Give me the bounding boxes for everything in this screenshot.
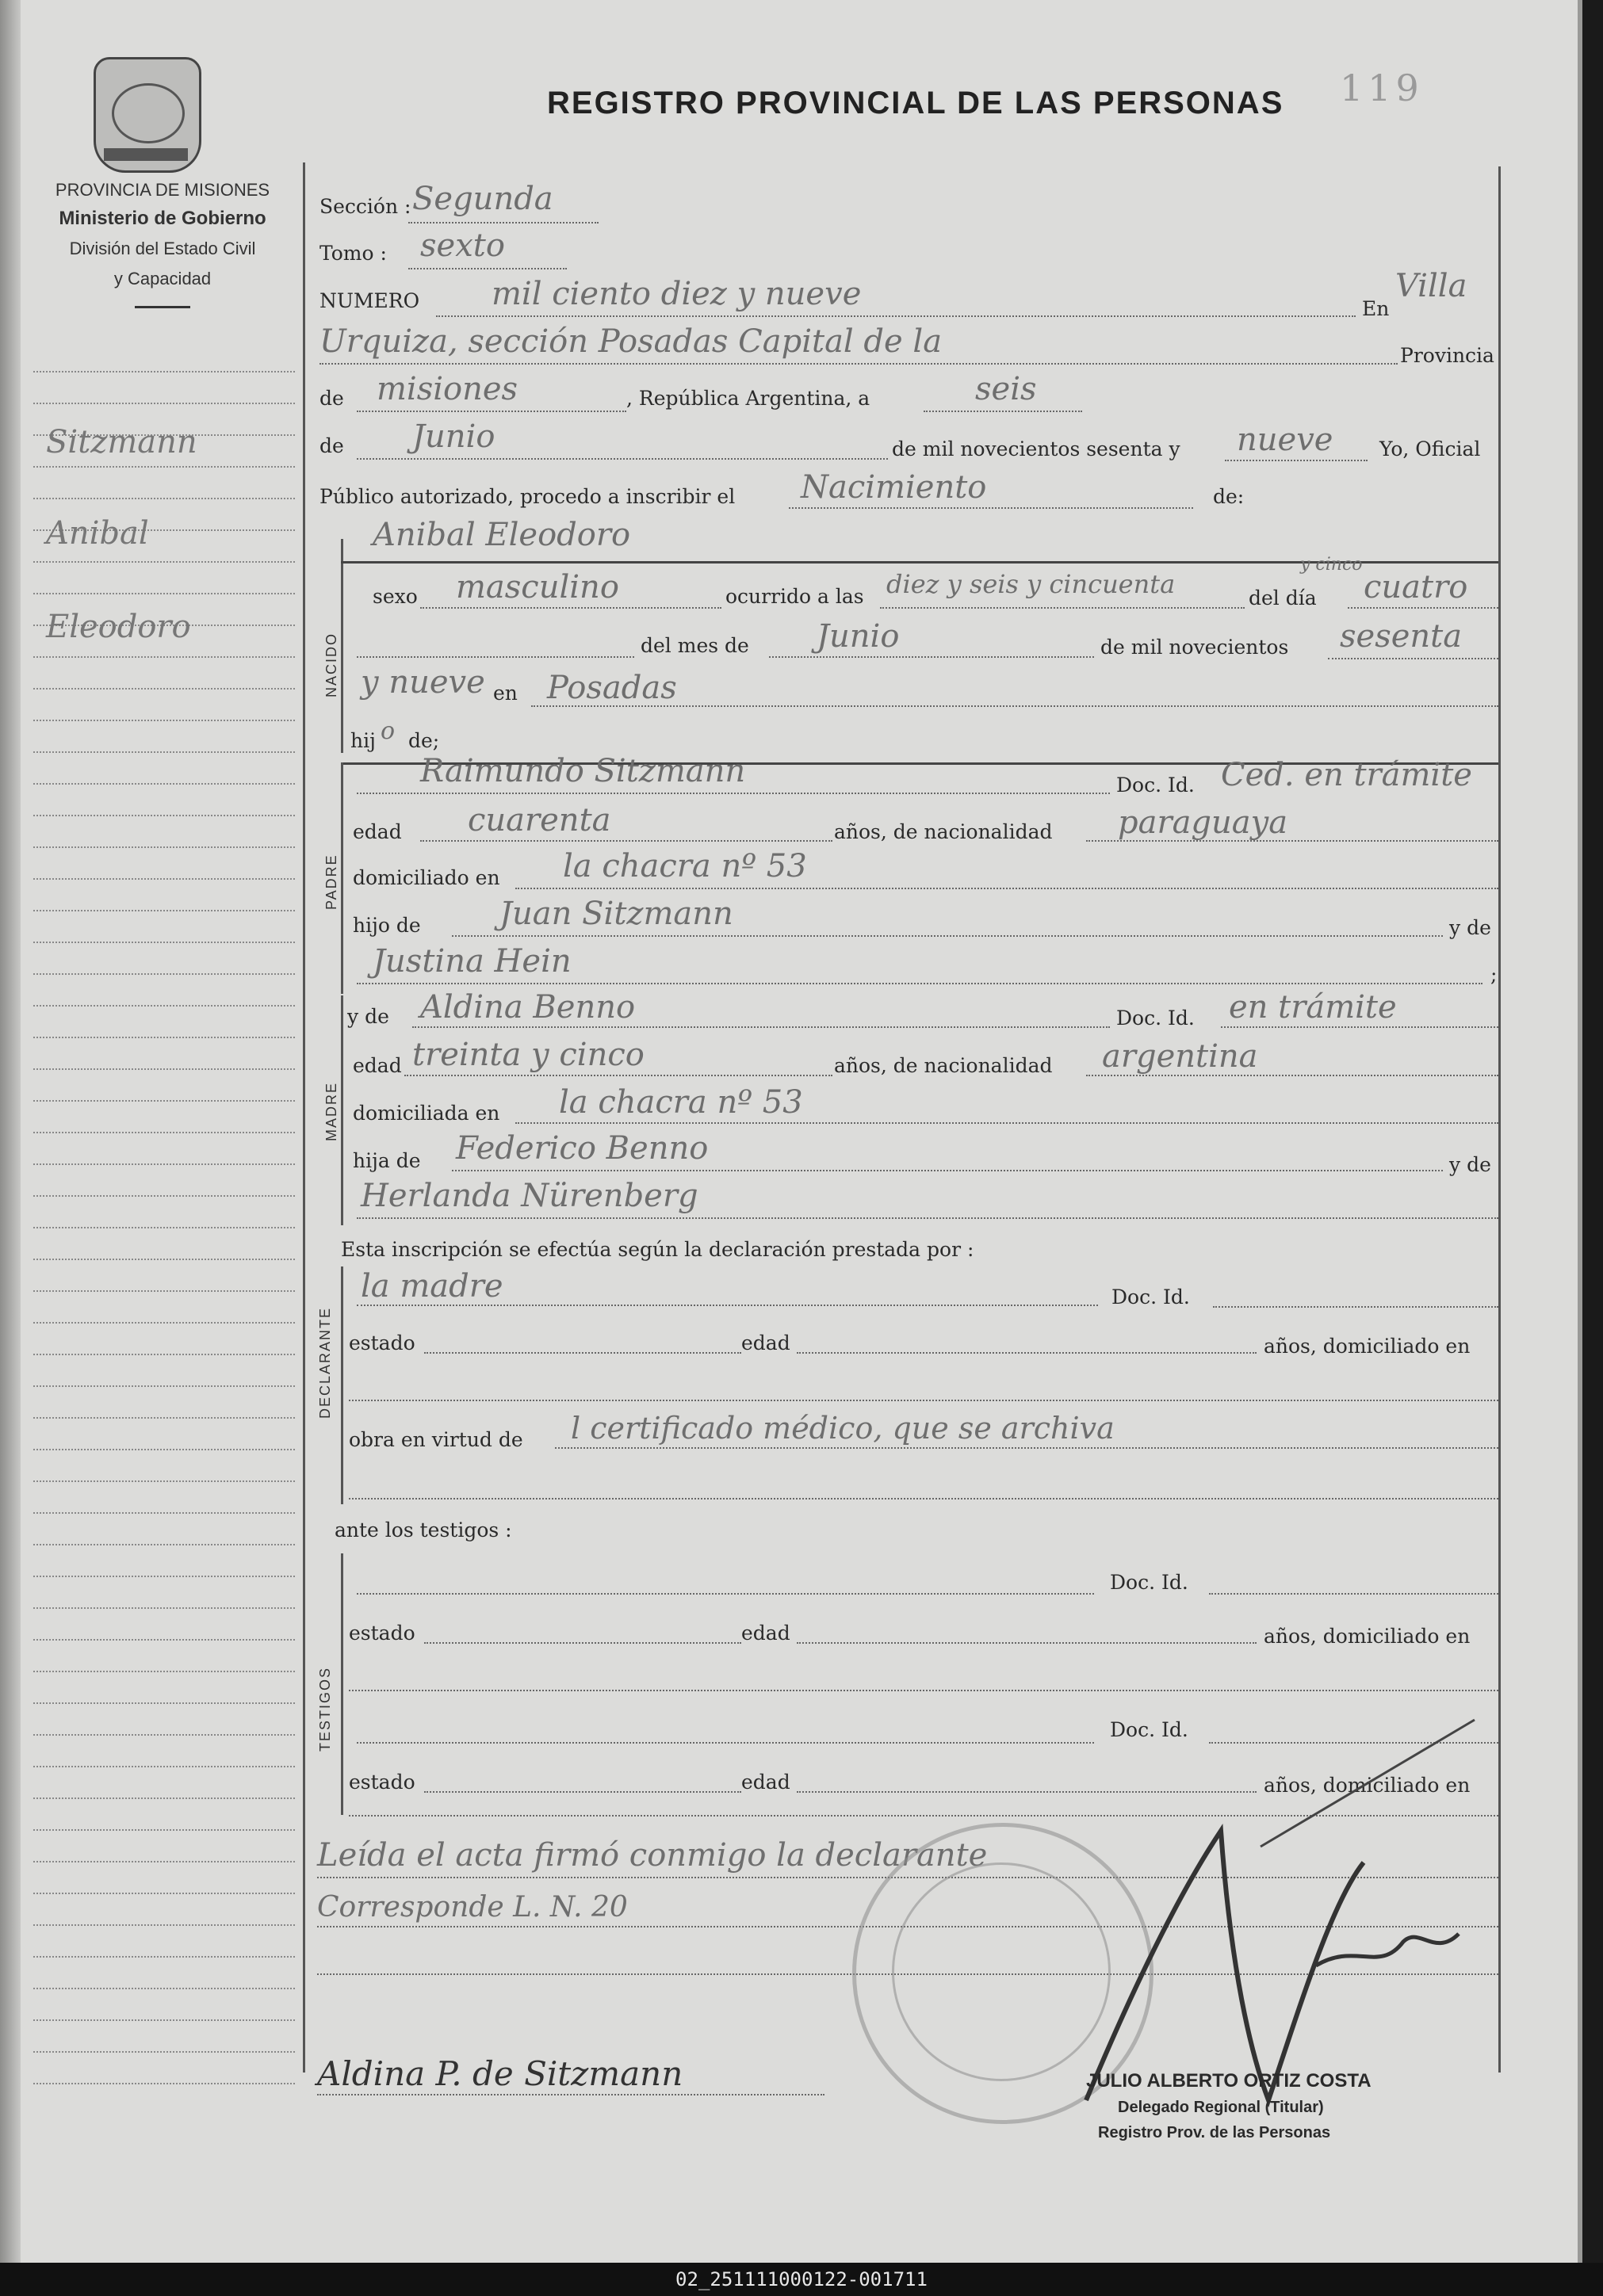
padre-nac-label: años, de nacionalidad <box>834 820 1053 843</box>
declarante-estado-label: estado <box>349 1331 415 1354</box>
official-role: Delegado Regional (Titular) <box>1118 2099 1324 2116</box>
margin-ruled-line <box>33 1704 295 1736</box>
declarante-edad-label: edad <box>741 1331 790 1354</box>
hora-extra: y cinco <box>1300 555 1363 575</box>
testigo1-dom-label: años, domiciliado en <box>1264 1625 1471 1648</box>
closing-line1: Leída el acta firmó conmigo la declarante <box>317 1837 988 1874</box>
numero-label: NUMERO <box>319 289 420 312</box>
margin-ruled-line <box>33 1070 295 1102</box>
org-province: PROVINCIA DE MISIONES <box>55 180 270 200</box>
margin-ruled-line <box>33 1736 295 1767</box>
hij-value: o <box>381 717 396 745</box>
padre-hijo-value: Juan Sitzmann <box>499 896 733 932</box>
testigo1-doc-label: Doc. Id. <box>1110 1571 1188 1594</box>
sexo-value: masculino <box>456 569 619 606</box>
padre-side-label: PADRE <box>323 854 339 910</box>
margin-ruled-line <box>33 1133 295 1165</box>
dia-value: cuatro <box>1364 569 1468 606</box>
margin-ruled-line <box>33 1482 295 1514</box>
official-name: JULIO ALBERTO ORTIZ COSTA <box>1086 2070 1372 2092</box>
madre-yde-label: y de <box>347 1005 389 1028</box>
nacido-side-label: NACIDO <box>323 632 339 697</box>
margin-ruled-line <box>33 1894 295 1926</box>
margin-ruled-line <box>33 1609 295 1641</box>
margin-ruled-line <box>33 1577 295 1609</box>
image-label: 02_251111000122-001711 <box>675 2268 928 2290</box>
margin-ruled-line <box>33 911 295 943</box>
madre-dom-value: la chacra nº 53 <box>559 1084 803 1121</box>
madre-yde2-label: y de <box>1449 1153 1491 1176</box>
margin-ruled-line <box>33 1799 295 1831</box>
padre-madre: Justina Hein <box>373 943 572 980</box>
padre-edad-label: edad <box>353 820 402 843</box>
margin-ruled-line <box>33 563 295 594</box>
provincial-seal-icon <box>94 57 201 173</box>
org-ministry: Ministerio de Gobierno <box>59 208 266 229</box>
padre-doc-value: Ced. en trámite <box>1221 757 1472 793</box>
anio-label: de mil novecientos sesenta y <box>892 437 1180 460</box>
margin-ruled-line <box>33 816 295 848</box>
madre-madre: Herlanda Nürenberg <box>361 1178 698 1214</box>
nacido-anio-value2: y nueve <box>361 664 485 701</box>
margin-ruled-line <box>33 880 295 911</box>
de3-label: de: <box>1213 485 1245 508</box>
nacido-anio-label: de mil novecientos <box>1100 636 1289 659</box>
left-border-rule <box>303 162 305 2073</box>
provincia-value: misiones <box>377 371 518 407</box>
en-value: Villa <box>1395 268 1467 304</box>
margin-ruled-line <box>33 1958 295 1989</box>
publico-label: Público autorizado, procedo a inscribir el <box>319 485 736 508</box>
de-label: de <box>319 387 344 410</box>
padre-doc-label: Doc. Id. <box>1116 774 1195 797</box>
en-label: En <box>1362 297 1390 320</box>
closing-line2: Corresponde L. N. 20 <box>317 1891 628 1924</box>
testigo2-edad-label: edad <box>741 1771 790 1794</box>
nacido-nombre: Anibal Eleodoro <box>373 517 631 553</box>
page-binding <box>0 0 21 2263</box>
margin-ruled-line <box>33 1165 295 1197</box>
dia-label: del día <box>1249 586 1317 609</box>
declarante-obra-value: l certificado médico, que se archiva <box>571 1411 1115 1446</box>
margin-ruled-line <box>33 1007 295 1038</box>
testigo2-estado-label: estado <box>349 1771 415 1794</box>
margin-ruled-line <box>33 1292 295 1324</box>
hij-label: hij <box>350 729 376 752</box>
margin-name-second: Eleodoro <box>46 609 191 645</box>
margin-ruled-line <box>33 1545 295 1577</box>
margin-column <box>33 341 295 2084</box>
seccion-value: Segunda <box>412 181 553 217</box>
declarante-intro: Esta inscripción se efectúa según la declaración prestada por : <box>341 1238 974 1261</box>
lugar-value: Posadas <box>547 670 677 706</box>
testigos-side-label: TESTIGOS <box>317 1666 333 1752</box>
madre-nombre: Aldina Benno <box>420 989 636 1026</box>
margin-ruled-line <box>33 2053 295 2084</box>
margin-ruled-line <box>33 1102 295 1133</box>
acto-value: Nacimiento <box>801 469 987 506</box>
margin-surname: Sitzmann <box>46 424 197 460</box>
madre-doc-label: Doc. Id. <box>1116 1007 1195 1030</box>
declarante-signature: Aldina P. de Sitzmann <box>317 2054 683 2093</box>
tomo-label: Tomo : <box>319 242 387 265</box>
margin-ruled-line <box>33 2021 295 2053</box>
testigo1-estado-label: estado <box>349 1622 415 1645</box>
padre-semicolon: ; <box>1490 963 1498 986</box>
republica-label: , República Argentina, a <box>626 387 870 410</box>
margin-ruled-line <box>33 1831 295 1862</box>
madre-nac-value: argentina <box>1102 1038 1258 1075</box>
margin-ruled-line <box>33 1324 295 1355</box>
margin-ruled-line <box>33 785 295 816</box>
margin-ruled-line <box>33 1514 295 1545</box>
margin-ruled-line <box>33 753 295 785</box>
margin-name-first: Anibal <box>46 515 149 552</box>
margin-ruled-line <box>33 1228 295 1260</box>
official-office: Registro Prov. de las Personas <box>1098 2124 1331 2141</box>
provincia-label: Provincia <box>1400 344 1494 367</box>
margin-ruled-line <box>33 1038 295 1070</box>
numero-value: mil ciento diez y nueve <box>492 276 862 312</box>
anio-value: nueve <box>1237 422 1333 458</box>
margin-ruled-line <box>33 1387 295 1419</box>
margin-ruled-line <box>33 1767 295 1799</box>
nacido-de-label: de; <box>408 729 440 752</box>
madre-side-label: MADRE <box>323 1081 339 1141</box>
org-division: División del Estado Civil <box>69 239 256 258</box>
mes-value: Junio <box>412 418 495 455</box>
padre-edad-value: cuarenta <box>468 802 611 839</box>
testigo1-edad-label: edad <box>741 1622 790 1645</box>
margin-ruled-line <box>33 1355 295 1387</box>
testigos-rule <box>341 1553 343 1815</box>
nacido-en-label: en <box>493 682 518 705</box>
margin-ruled-line <box>33 372 295 404</box>
place-line: Urquiza, sección Posadas Capital de la <box>319 323 943 360</box>
madre-hija-label: hija de <box>353 1149 421 1172</box>
madre-hija-value: Federico Benno <box>456 1130 709 1167</box>
de2-label: de <box>319 434 344 457</box>
padre-hijo-label: hijo de <box>353 914 421 937</box>
madre-nac-label: años, de nacionalidad <box>834 1054 1053 1077</box>
margin-ruled-line <box>33 658 295 690</box>
testigo2-dom-label: años, domiciliado en <box>1264 1774 1471 1797</box>
margin-ruled-line <box>33 468 295 499</box>
declarante-obra-label: obra en virtud de <box>349 1428 523 1451</box>
declarante-rule <box>341 1266 343 1504</box>
dia-value: seis <box>975 371 1037 407</box>
declarante-nombre: la madre <box>361 1268 503 1305</box>
madre-doc-value: en trámite <box>1229 989 1397 1026</box>
declarante-side-label: DECLARANTE <box>317 1306 333 1419</box>
declarante-doc-label: Doc. Id. <box>1111 1286 1190 1308</box>
margin-ruled-line <box>33 1450 295 1482</box>
sexo-label: sexo <box>373 585 418 608</box>
margin-ruled-line <box>33 1197 295 1228</box>
yo-label: Yo, Oficial <box>1379 437 1481 460</box>
tomo-value: sexto <box>420 227 505 264</box>
nacido-mes-value: Junio <box>817 618 900 655</box>
padre-dom-label: domiciliado en <box>353 866 500 889</box>
madre-edad-label: edad <box>353 1054 402 1077</box>
margin-ruled-line <box>33 975 295 1007</box>
margin-ruled-line <box>33 341 295 372</box>
madre-rule <box>341 995 343 1225</box>
margin-ruled-line <box>33 1989 295 2021</box>
margin-ruled-line <box>33 1641 295 1672</box>
declarante-dom-label: años, domiciliado en <box>1264 1335 1471 1358</box>
madre-dom-label: domiciliada en <box>353 1102 500 1125</box>
padre-dom-value: la chacra nº 53 <box>563 848 807 884</box>
testigo2-doc-label: Doc. Id. <box>1110 1718 1188 1741</box>
nacido-anio-value: sesenta <box>1340 618 1463 655</box>
mes-label: del mes de <box>641 634 749 657</box>
page-number: 119 <box>1340 67 1424 109</box>
margin-ruled-line <box>33 1672 295 1704</box>
padre-yde-label: y de <box>1449 916 1491 939</box>
org-divider <box>135 306 190 308</box>
margin-ruled-line <box>33 1260 295 1292</box>
seccion-label: Sección : <box>319 195 411 218</box>
margin-ruled-line <box>33 1419 295 1450</box>
hora-label: ocurrido a las <box>725 585 864 608</box>
padre-nombre: Raimundo Sitzmann <box>420 753 746 789</box>
margin-ruled-line <box>33 848 295 880</box>
margin-ruled-line <box>33 1926 295 1958</box>
margin-ruled-line <box>33 1862 295 1894</box>
testigos-intro: ante los testigos : <box>335 1519 512 1541</box>
org-capacity: y Capacidad <box>113 269 212 288</box>
margin-ruled-line <box>33 690 295 721</box>
madre-edad-value: treinta y cinco <box>412 1037 645 1073</box>
margin-ruled-line <box>33 943 295 975</box>
hora-value: diez y seis y cincuenta <box>886 569 1176 599</box>
padre-rule <box>341 762 343 994</box>
padre-nac-value: paraguaya <box>1118 804 1288 841</box>
margin-ruled-line <box>33 721 295 753</box>
nacido-rule <box>341 539 343 753</box>
document-title: REGISTRO PROVINCIAL DE LAS PERSONAS <box>547 86 1284 120</box>
